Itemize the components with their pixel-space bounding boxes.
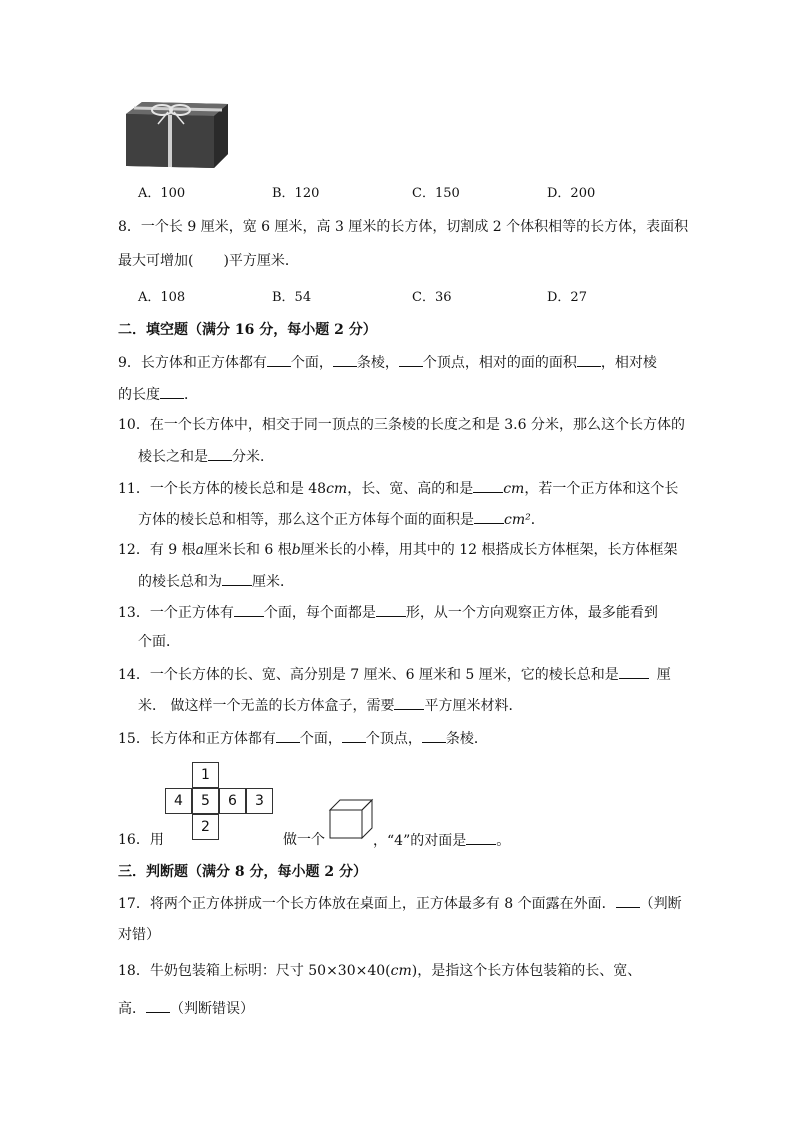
q10-line2	[138, 446, 274, 467]
q18-text-d: （判断错误）	[170, 1001, 254, 1017]
q14-blank-edges	[619, 664, 649, 679]
q18-text-b: )，是指这个长方体包装箱的长、宽、	[411, 963, 642, 979]
q8-option-b: B．54	[272, 290, 312, 305]
cube-net-diagram	[165, 762, 281, 840]
cube-drawing	[328, 798, 374, 840]
q15-blank-faces	[276, 728, 300, 743]
q8-option-a: A．108	[138, 290, 186, 305]
q17-text-b: （判断	[639, 896, 682, 912]
q15-text-3: 个顶点，	[365, 731, 422, 747]
q10-text-b: 分米．	[232, 449, 274, 465]
q14-blank-material	[394, 695, 424, 710]
gift-box-image	[122, 98, 232, 172]
q16-text-1: 16．用	[118, 832, 164, 848]
q9-blank-vertices	[399, 352, 423, 367]
q9-blank-length	[160, 384, 184, 399]
q17-text-a: 17．将两个正方体拼成一个长方体放在桌面上，正方体最多有 8 个面露在外面．	[118, 896, 616, 912]
q8-option-d: D．27	[547, 290, 587, 305]
q10-line1: 10．在一个长方体中，相交于同一顶点的三条棱的长度之和是 3.6 分米，那么这个长方体的	[118, 417, 685, 433]
q13-text-2: 个面，每个面都是	[263, 605, 376, 621]
q11-text-d: 方体的棱长总和相等，那么这个正方体每个面的面积是	[138, 512, 474, 528]
q12-text-c: 厘米长的小棒，用其中的 12 根搭成长方体框架，长方体框架	[300, 542, 678, 558]
q9-text-6: 的长度	[118, 387, 160, 403]
q9-text-7: ．	[184, 387, 198, 403]
net-face-4: 4	[165, 788, 192, 814]
q15-blank-vertices	[342, 728, 366, 743]
q17-blank	[616, 893, 640, 908]
q16-text-opposite	[373, 830, 510, 851]
q12-text-b: 厘米长和 6 根	[203, 542, 292, 558]
q15-text-1: 15．长方体和正方体都有	[118, 731, 276, 747]
net-face-2: 2	[192, 814, 219, 840]
q16-text-3: ，“4”的对面是	[373, 833, 467, 849]
q17-line2: 对错）	[118, 927, 160, 943]
q14-line2	[138, 695, 522, 716]
q18-text-a: 18．牛奶包装箱上标明：尺寸 50×30×40(	[118, 963, 391, 979]
q9-text-2: 个面，	[290, 355, 333, 371]
q10-blank	[208, 446, 232, 461]
q14-text-c: 米． 做这样一个无盖的长方体盒子，需要	[138, 698, 395, 714]
q12-blank	[222, 571, 252, 586]
q14-text-d: 平方厘米材料．	[424, 698, 523, 714]
q8-text-b: )平方厘米．	[223, 253, 299, 269]
net-face-6: 6	[219, 788, 246, 814]
q11-text-b: ，长、宽、高的和是	[347, 481, 474, 497]
q18-text-c: 高．	[118, 1001, 146, 1017]
q16-blank	[466, 830, 496, 845]
q15-text-4: 条棱．	[445, 731, 488, 747]
q11-blank-sum	[473, 478, 503, 493]
q13-text-3: 形，从一个方向观察正方体，最多能看到	[405, 605, 658, 621]
section3-title: 三．判断题（满分 8 分，每小题 2 分）	[118, 864, 367, 880]
q14-line1	[118, 664, 671, 685]
q9-blank-faces	[267, 352, 291, 367]
q13-line1	[118, 602, 658, 623]
q18-line1	[118, 961, 641, 981]
q13-blank-faces	[234, 602, 264, 617]
q7-option-d: D．200	[547, 186, 596, 201]
q13-line2: 个面．	[138, 634, 180, 650]
q7-option-b: B．120	[272, 186, 320, 201]
q18-blank	[146, 998, 170, 1013]
q12-line1	[118, 540, 677, 560]
net-face-1: 1	[192, 762, 219, 788]
q9-text-1: 9．长方体和正方体都有	[118, 355, 267, 371]
q11-line1	[118, 478, 678, 499]
q11-unit-2: cm	[503, 481, 525, 497]
q14-text-a: 14．一个长方体的长、宽、高分别是 7 厘米、6 厘米和 5 厘米，它的棱长总和是	[118, 667, 619, 683]
q12-var-b: b	[291, 542, 301, 558]
q12-var-a: a	[195, 542, 204, 558]
q12-text-d: 的棱长总和为	[138, 574, 222, 590]
q14-text-b: 厘	[656, 667, 671, 683]
q8-text-a: 最大可增加(	[118, 253, 194, 269]
q15-line	[118, 728, 488, 749]
q9-text-4: 个顶点，相对的面的面积	[422, 355, 577, 371]
section2-title: 二．填空题（满分 16 分，每小题 2 分）	[118, 322, 377, 338]
q7-option-a: A．100	[138, 186, 186, 201]
q11-text-c: ，若一个正方体和这个长	[524, 481, 679, 497]
q8-line2	[118, 251, 299, 271]
q18-unit: cm	[390, 963, 412, 979]
q11-blank-area	[474, 509, 504, 524]
q16-line	[118, 830, 164, 850]
q11-unit: cm	[326, 481, 348, 497]
q9-text-5: ，相对棱	[600, 355, 657, 371]
q11-text-a: 11．一个长方体的棱长总和是 48	[118, 481, 327, 497]
q16-text-make: 做一个	[283, 832, 325, 848]
q15-text-2: 个面，	[299, 731, 342, 747]
q12-text-e: 厘米．	[252, 574, 294, 590]
q12-text-a: 12．有 9 根	[118, 542, 196, 558]
q9-text-3: 条棱，	[356, 355, 399, 371]
q16-text-4: 。	[496, 833, 511, 849]
q13-text-1: 13．一个正方体有	[118, 605, 234, 621]
q7-option-c: C．150	[412, 186, 460, 201]
q9-line1	[118, 352, 657, 373]
net-face-3: 3	[246, 788, 273, 814]
q11-unit-3: cm²	[504, 512, 531, 528]
q17-line1	[118, 893, 682, 914]
q11-line2	[138, 509, 545, 530]
q18-line2	[118, 998, 254, 1019]
q11-text-e: ．	[530, 512, 545, 528]
q10-text-a: 棱长之和是	[138, 449, 208, 465]
q9-blank-area	[577, 352, 601, 367]
q8-option-c: C．36	[412, 290, 452, 305]
q13-blank-shape	[376, 602, 406, 617]
q9-line2	[118, 384, 198, 405]
net-face-5: 5	[192, 788, 219, 814]
q8-line1: 8．一个长 9 厘米，宽 6 厘米，高 3 厘米的长方体，切割成 2 个体积相等的长方体，表面积	[118, 219, 689, 235]
q9-blank-edges	[333, 352, 357, 367]
q12-line2	[138, 571, 294, 592]
q15-blank-edges	[422, 728, 446, 743]
